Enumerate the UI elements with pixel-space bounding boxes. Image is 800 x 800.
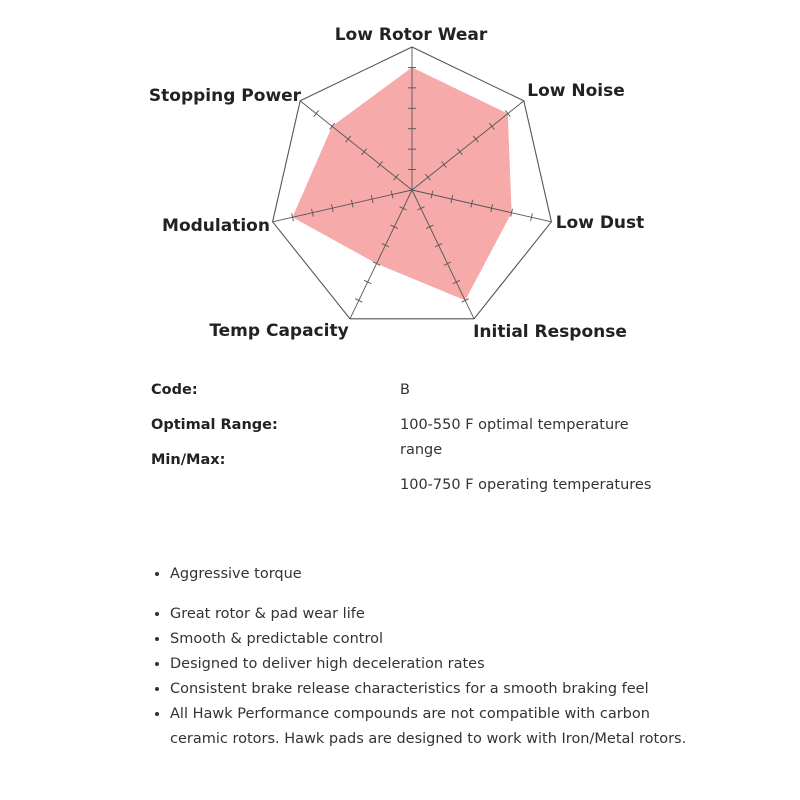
- features-list: [149, 562, 710, 752]
- feature-item: • Aggressive torque: [170, 562, 710, 587]
- axis-label: Low Noise: [527, 81, 625, 101]
- axis-label: Low Rotor Wear: [334, 25, 488, 45]
- code-value: B: [400, 382, 410, 398]
- specs-table: [151, 378, 671, 508]
- axis-label: Modulation: [162, 216, 270, 236]
- axis-tick: [314, 110, 319, 116]
- feature-item: • Great rotor & pad wear life: [170, 602, 710, 627]
- optimal-range-label: Optimal Range:: [151, 417, 278, 433]
- radar-chart: [0, 0, 800, 360]
- axis-tick: [355, 299, 362, 302]
- min-max-label: Min/Max:: [151, 452, 226, 468]
- spec-code-row: [151, 378, 671, 413]
- axis-label: Stopping Power: [148, 86, 302, 106]
- feature-item: • All Hawk Performance compounds are not compatible with carbon ceramic rotors. Hawk pads are designed to work with Iron/Metal rotors.: [170, 702, 710, 752]
- axis-label: Low Dust: [555, 213, 645, 233]
- feature-item: • Smooth & predictable control: [170, 627, 710, 652]
- data-area: [293, 67, 512, 300]
- feature-item: • Consistent brake release characteristics for a smooth braking feel: [170, 677, 710, 702]
- axis-tick: [364, 280, 371, 283]
- optimal-range-value: 100-550 F optimal temperature range: [400, 417, 629, 458]
- spec-range-row: [151, 413, 671, 508]
- min-max-value: 100-750 F operating temperatures: [400, 477, 652, 493]
- feature-item: • Designed to deliver high deceleration rates: [170, 652, 710, 677]
- axis-label: Initial Response: [473, 322, 627, 342]
- code-label: Code:: [151, 382, 198, 398]
- axis-label: Temp Capacity: [209, 321, 349, 341]
